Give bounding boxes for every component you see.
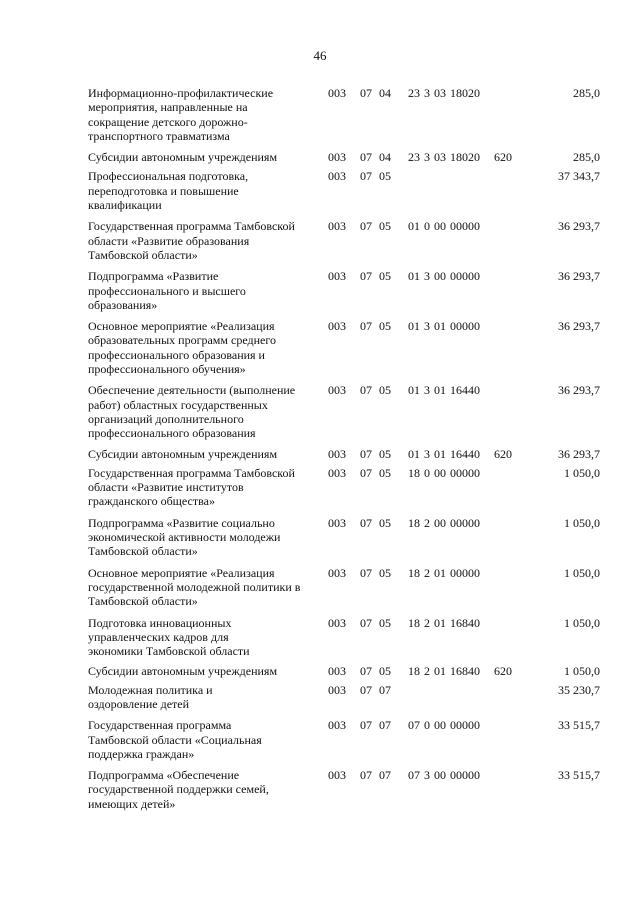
target-article-code: 01 3 01 00000 — [408, 319, 480, 334]
section-code: 07 — [360, 565, 372, 580]
admin-code: 003 — [328, 446, 346, 461]
table-row — [88, 169, 600, 212]
page-number: 46 — [313, 48, 327, 63]
target-article-code: 18 2 01 00000 — [408, 565, 480, 580]
amount: 36 293,7 — [558, 219, 600, 234]
amount: 33 515,7 — [558, 718, 600, 733]
row-name: Подпрограмма «Развитие социально экономической активности молодежи Тамбовской области» — [88, 515, 281, 559]
table-row — [88, 319, 600, 376]
budget-table — [88, 86, 600, 811]
section-code: 07 — [360, 718, 372, 733]
row-name: Основное мероприятие «Реализация образовательных программ среднего профессионального образования и профессионального обучения» — [88, 319, 276, 377]
row-name: Информационно-профилактические мероприятия, направленные на сокращение детского дорожно-транспортного травматизма — [88, 86, 274, 143]
admin-code: 003 — [328, 383, 346, 398]
row-name: Субсидии автономным учреждениям — [88, 150, 278, 165]
target-article-code: 01 3 01 16440 — [408, 446, 480, 461]
admin-code: 003 — [328, 565, 346, 580]
admin-code: 003 — [328, 515, 346, 530]
subsection-code: 05 — [379, 319, 391, 334]
table-row — [88, 768, 600, 811]
target-article-code: 07 3 00 00000 — [408, 768, 480, 783]
row-name: Субсидии автономным учреждениям — [88, 446, 278, 461]
subsection-code: 04 — [379, 150, 391, 165]
amount: 1 050,0 — [564, 664, 600, 679]
subsection-code: 05 — [379, 664, 391, 679]
subsection-code: 05 — [379, 269, 391, 284]
amount: 36 293,7 — [558, 383, 600, 398]
admin-code: 003 — [328, 219, 346, 234]
admin-code: 003 — [328, 465, 346, 480]
amount: 1 050,0 — [564, 615, 600, 630]
target-article-code: 01 3 01 16440 — [408, 383, 480, 398]
section-code: 07 — [360, 615, 372, 630]
table-row — [88, 383, 600, 440]
section-code: 07 — [360, 319, 372, 334]
amount: 36 293,7 — [558, 319, 600, 334]
expense-type-code: 620 — [494, 664, 512, 679]
subsection-code: 05 — [379, 465, 391, 480]
subsection-code: 05 — [379, 383, 391, 398]
admin-code: 003 — [328, 86, 346, 100]
admin-code: 003 — [328, 269, 346, 284]
target-article-code: 18 2 01 16840 — [408, 615, 480, 630]
amount: 285,0 — [573, 86, 600, 100]
target-article-code: 07 0 00 00000 — [408, 718, 480, 733]
admin-code: 003 — [328, 768, 346, 783]
admin-code: 003 — [328, 664, 346, 679]
row-name: Профессиональная подготовка, переподготовка и повышение квалификации — [88, 169, 249, 213]
section-code: 07 — [360, 150, 372, 165]
row-name: Субсидии автономным учреждениям — [88, 664, 278, 679]
table-row — [88, 566, 600, 609]
target-article-code: 01 3 00 00000 — [408, 269, 480, 284]
section-code: 07 — [360, 768, 372, 783]
target-article-code: 01 0 00 00000 — [408, 219, 480, 234]
subsection-code: 05 — [379, 169, 391, 184]
section-code: 07 — [360, 446, 372, 461]
row-name: Государственная программа Тамбовской области «Развитие образования Тамбовской области» — [88, 219, 295, 262]
admin-code: 003 — [328, 150, 346, 165]
section-code: 07 — [360, 383, 372, 398]
target-article-code: 23 3 03 18020 — [408, 86, 480, 100]
subsection-code: 05 — [379, 219, 391, 234]
admin-code: 003 — [328, 682, 346, 697]
table-row — [88, 466, 600, 509]
table-row — [88, 516, 600, 559]
amount: 35 230,7 — [558, 682, 600, 697]
section-code: 07 — [360, 515, 372, 530]
target-article-code: 23 3 03 18020 — [408, 150, 480, 165]
section-code: 07 — [360, 465, 372, 480]
target-article-code: 18 0 00 00000 — [408, 465, 480, 480]
admin-code: 003 — [328, 319, 346, 334]
row-name: Обеспечение деятельности (выполнение работ) областных государственных организаций дополнительного профессионального образования — [88, 383, 296, 441]
amount: 37 343,7 — [558, 169, 600, 184]
row-name: Подготовка инновационных управленческих кадров для экономики Тамбовской области — [88, 615, 250, 659]
table-row — [88, 664, 600, 678]
table-row — [88, 150, 600, 164]
table-row — [88, 616, 600, 659]
section-code: 07 — [360, 86, 372, 100]
section-code: 07 — [360, 219, 372, 234]
row-name: Подпрограмма «Развитие профессионального и высшего образования» — [88, 269, 246, 312]
amount: 1 050,0 — [564, 465, 600, 480]
subsection-code: 07 — [379, 768, 391, 783]
amount: 1 050,0 — [564, 565, 600, 580]
section-code: 07 — [360, 664, 372, 679]
table-row — [88, 683, 600, 712]
subsection-code: 07 — [379, 682, 391, 697]
table-row — [88, 447, 600, 461]
amount: 285,0 — [573, 150, 600, 165]
admin-code: 003 — [328, 169, 346, 184]
row-name: Молодежная политика и оздоровление детей — [88, 682, 213, 711]
amount: 33 515,7 — [558, 768, 600, 783]
table-row — [88, 219, 600, 262]
amount: 36 293,7 — [558, 269, 600, 284]
table-row — [88, 718, 600, 761]
subsection-code: 05 — [379, 565, 391, 580]
amount: 36 293,7 — [558, 446, 600, 461]
target-article-code: 18 2 01 16840 — [408, 664, 480, 679]
section-code: 07 — [360, 269, 372, 284]
admin-code: 003 — [328, 718, 346, 733]
subsection-code: 04 — [379, 86, 391, 100]
subsection-code: 07 — [379, 718, 391, 733]
expense-type-code: 620 — [494, 446, 512, 461]
section-code: 07 — [360, 169, 372, 184]
subsection-code: 05 — [379, 446, 391, 461]
row-name: Государственная программа Тамбовской области «Развитие институтов гражданского общества» — [88, 465, 295, 509]
row-name: Основное мероприятие «Реализация государственной молодежной политики в Тамбовской области» — [88, 565, 301, 609]
table-row — [88, 269, 600, 312]
row-name: Государственная программа Тамбовской области «Социальная поддержка граждан» — [88, 718, 262, 761]
admin-code: 003 — [328, 615, 346, 630]
table-row — [88, 86, 600, 143]
amount: 1 050,0 — [564, 515, 600, 530]
expense-type-code: 620 — [494, 150, 512, 165]
section-code: 07 — [360, 682, 372, 697]
subsection-code: 05 — [379, 515, 391, 530]
subsection-code: 05 — [379, 615, 391, 630]
target-article-code: 18 2 00 00000 — [408, 515, 480, 530]
row-name: Подпрограмма «Обеспечение государственной поддержки семей, имеющих детей» — [88, 768, 269, 811]
